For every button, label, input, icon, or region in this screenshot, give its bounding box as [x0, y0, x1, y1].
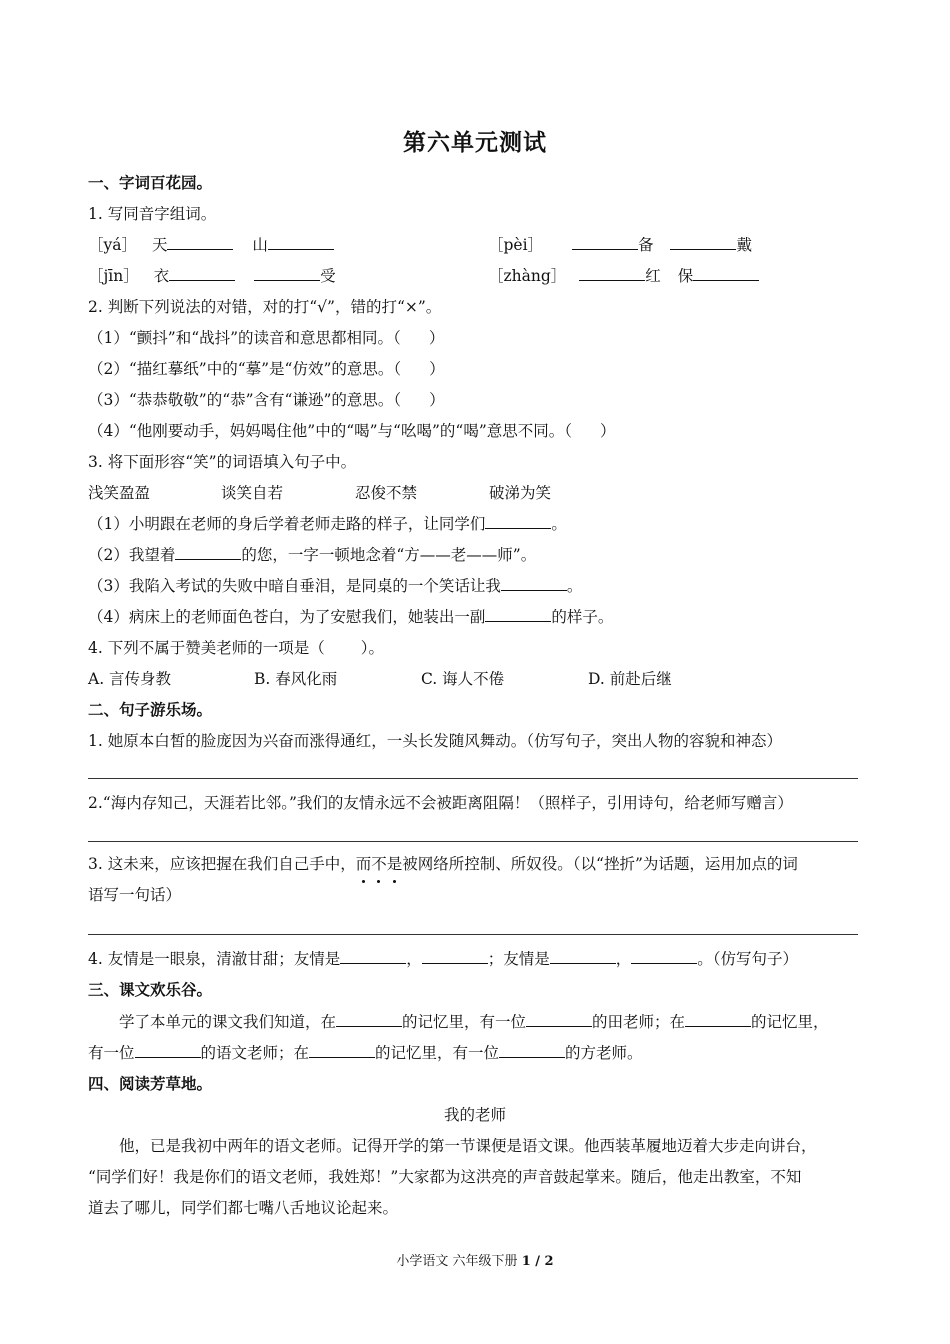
- q1-1-label: 1. 写同音字组词。: [88, 205, 217, 223]
- answer-line[interactable]: [88, 778, 858, 779]
- answer-blank[interactable]: [579, 265, 645, 281]
- option-a[interactable]: A. 言传身教: [88, 670, 172, 688]
- pinyin-jin: ［jīn］: [88, 267, 139, 285]
- jin-word-2: 受: [320, 267, 336, 285]
- emphasis-char: 不: [371, 855, 387, 873]
- answer-blank[interactable]: [169, 265, 235, 281]
- passage-line-3: 道去了哪儿，同学们都七嘴八舌地议论起来。: [88, 1199, 399, 1217]
- word-bank-1: 浅笑盈盈: [88, 484, 151, 502]
- answer-blank[interactable]: [693, 265, 759, 281]
- answer-blank[interactable]: [268, 234, 334, 250]
- answer-line[interactable]: [88, 841, 858, 842]
- pinyin-row-jin: [88, 265, 336, 287]
- answer-blank[interactable]: [336, 1011, 402, 1027]
- pinyin-row-zhang: [488, 265, 759, 287]
- s2-q3-line2: 语写一句话）: [88, 886, 182, 904]
- answer-blank[interactable]: [526, 1011, 592, 1027]
- word-bank-4: 破涕为笑: [489, 484, 552, 502]
- footer-text: 小学语文 六年级下册: [396, 1254, 522, 1269]
- answer-blank[interactable]: [685, 1011, 751, 1027]
- pei-word-1: 备: [638, 236, 654, 254]
- section-4-heading: 四、阅读芳草地。: [88, 1074, 213, 1093]
- answer-blank[interactable]: [422, 948, 488, 964]
- passage-title: 我的老师: [443, 1106, 506, 1124]
- judge-item-4: （4）“他刚要动手，妈妈喝住他”中的“喝”与“吆喝”的“喝”意思不同。（ ）: [88, 422, 616, 440]
- jin-word-1: 衣: [153, 267, 170, 285]
- pinyin-row-pei: [488, 234, 752, 256]
- answer-blank[interactable]: [175, 544, 241, 560]
- fill-sentence-4: （4）病床上的老师面色苍白，为了安慰我们，她装出一副 的样子。: [88, 608, 614, 626]
- s2-q3: 3. 这未来，应该把握在我们自己手中，而不是被网络所控制、所奴役。（以“挫折”为话题，运用加点的词: [88, 855, 798, 873]
- q1-2-label: 2. 判断下列说法的对错，对的打“√”，错的打“×”。: [88, 298, 442, 316]
- ya-word-1: 天: [151, 236, 168, 254]
- ya-word-2: 山: [252, 236, 268, 254]
- answer-blank[interactable]: [309, 1042, 375, 1058]
- section-3-heading: 三、课文欢乐谷。: [88, 980, 213, 999]
- answer-blank[interactable]: [254, 265, 320, 281]
- s3-line-1: 学了本单元的课文我们知道，在 的记忆里，有一位 的田老师；在 的记忆里，: [119, 1013, 829, 1031]
- answer-blank[interactable]: [340, 948, 406, 964]
- section-2-heading: 二、句子游乐场。: [88, 700, 213, 719]
- word-bank-3: 忍俊不禁: [355, 484, 418, 502]
- answer-blank[interactable]: [485, 513, 551, 529]
- answer-blank[interactable]: [631, 948, 697, 964]
- pei-word-2: 戴: [736, 236, 752, 254]
- judge-item-2: （2）“描红摹纸”中的“摹”是“仿效”的意思。（ ）: [88, 360, 445, 378]
- option-b[interactable]: B. 春风化雨: [254, 670, 338, 688]
- page-footer: [0, 1250, 950, 1269]
- option-d[interactable]: D. 前赴后继: [588, 670, 672, 688]
- option-c[interactable]: C. 诲人不倦: [421, 670, 505, 688]
- word-bank-2: 谈笑自若: [221, 484, 284, 502]
- answer-blank[interactable]: [485, 606, 551, 622]
- pinyin-row-ya: [88, 234, 334, 256]
- page-title: 第六单元测试: [403, 129, 547, 156]
- s3-line-2: 有一位 的语文老师；在 的记忆里，有一位 的方老师。: [88, 1044, 643, 1062]
- s2-q4: 4. 友情是一眼泉，清澈甘甜；友情是 ， ；友情是 ， 。（仿写句子）: [88, 950, 799, 968]
- judge-item-1: （1）“颤抖”和“战抖”的读音和意思都相同。（ ）: [88, 329, 445, 347]
- pinyin-pei: ［pèi］: [488, 236, 544, 254]
- judge-item-3: （3）“恭恭敬敬”的“恭”含有“谦逊”的意思。（ ）: [88, 391, 445, 409]
- answer-blank[interactable]: [501, 575, 567, 591]
- q1-3-label: 3. 将下面形容“笑”的词语填入句子中。: [88, 453, 357, 471]
- emphasis-char: 是: [386, 855, 403, 873]
- s2-q1: 1. 她原本白皙的脸庞因为兴奋而涨得通红，一头长发随风舞动。（仿写句子，突出人物的容貌和神态）: [88, 732, 782, 750]
- section-1-heading: 一、字词百花园。: [88, 173, 213, 192]
- emphasis-char: 而: [355, 855, 372, 873]
- answer-blank[interactable]: [550, 948, 616, 964]
- passage-line-2: “同学们好！我是你们的语文老师，我姓郑！”大家都为这洪亮的声音鼓起掌来。随后，他走出教室，不知: [88, 1168, 802, 1186]
- fill-sentence-2: （2）我望着 的您，一字一顿地念着“方——老——师”。: [88, 546, 537, 564]
- passage-line-1: 他，已是我初中两年的语文老师。记得开学的第一节课便是语文课。他西装革履地迈着大步走向讲台，: [119, 1137, 817, 1155]
- answer-blank[interactable]: [572, 234, 638, 250]
- answer-blank[interactable]: [167, 234, 233, 250]
- zhang-word-1: 红: [645, 267, 661, 285]
- pinyin-zhang: ［zhàng］: [488, 267, 567, 285]
- fill-sentence-1: （1）小明跟在老师的身后学着老师走路的样子，让同学们 。: [88, 515, 567, 533]
- answer-blank[interactable]: [670, 234, 736, 250]
- s2-q2: 2.“海内存知己，天涯若比邻。”我们的友情永远不会被距离阻隔！（照样子，引用诗句，给老师写赠言）: [88, 794, 793, 812]
- page-number: 1 / 2: [521, 1254, 554, 1269]
- q1-4-label: 4. 下列不属于赞美老师的一项是（ ）。: [88, 639, 384, 657]
- zhang-word-2: 保: [677, 267, 694, 285]
- answer-line[interactable]: [88, 934, 858, 935]
- answer-blank[interactable]: [135, 1042, 201, 1058]
- fill-sentence-3: （3）我陷入考试的失败中暗自垂泪，是同桌的一个笑话让我 。: [88, 577, 583, 595]
- answer-blank[interactable]: [499, 1042, 565, 1058]
- pinyin-ya: ［yá］: [88, 236, 137, 254]
